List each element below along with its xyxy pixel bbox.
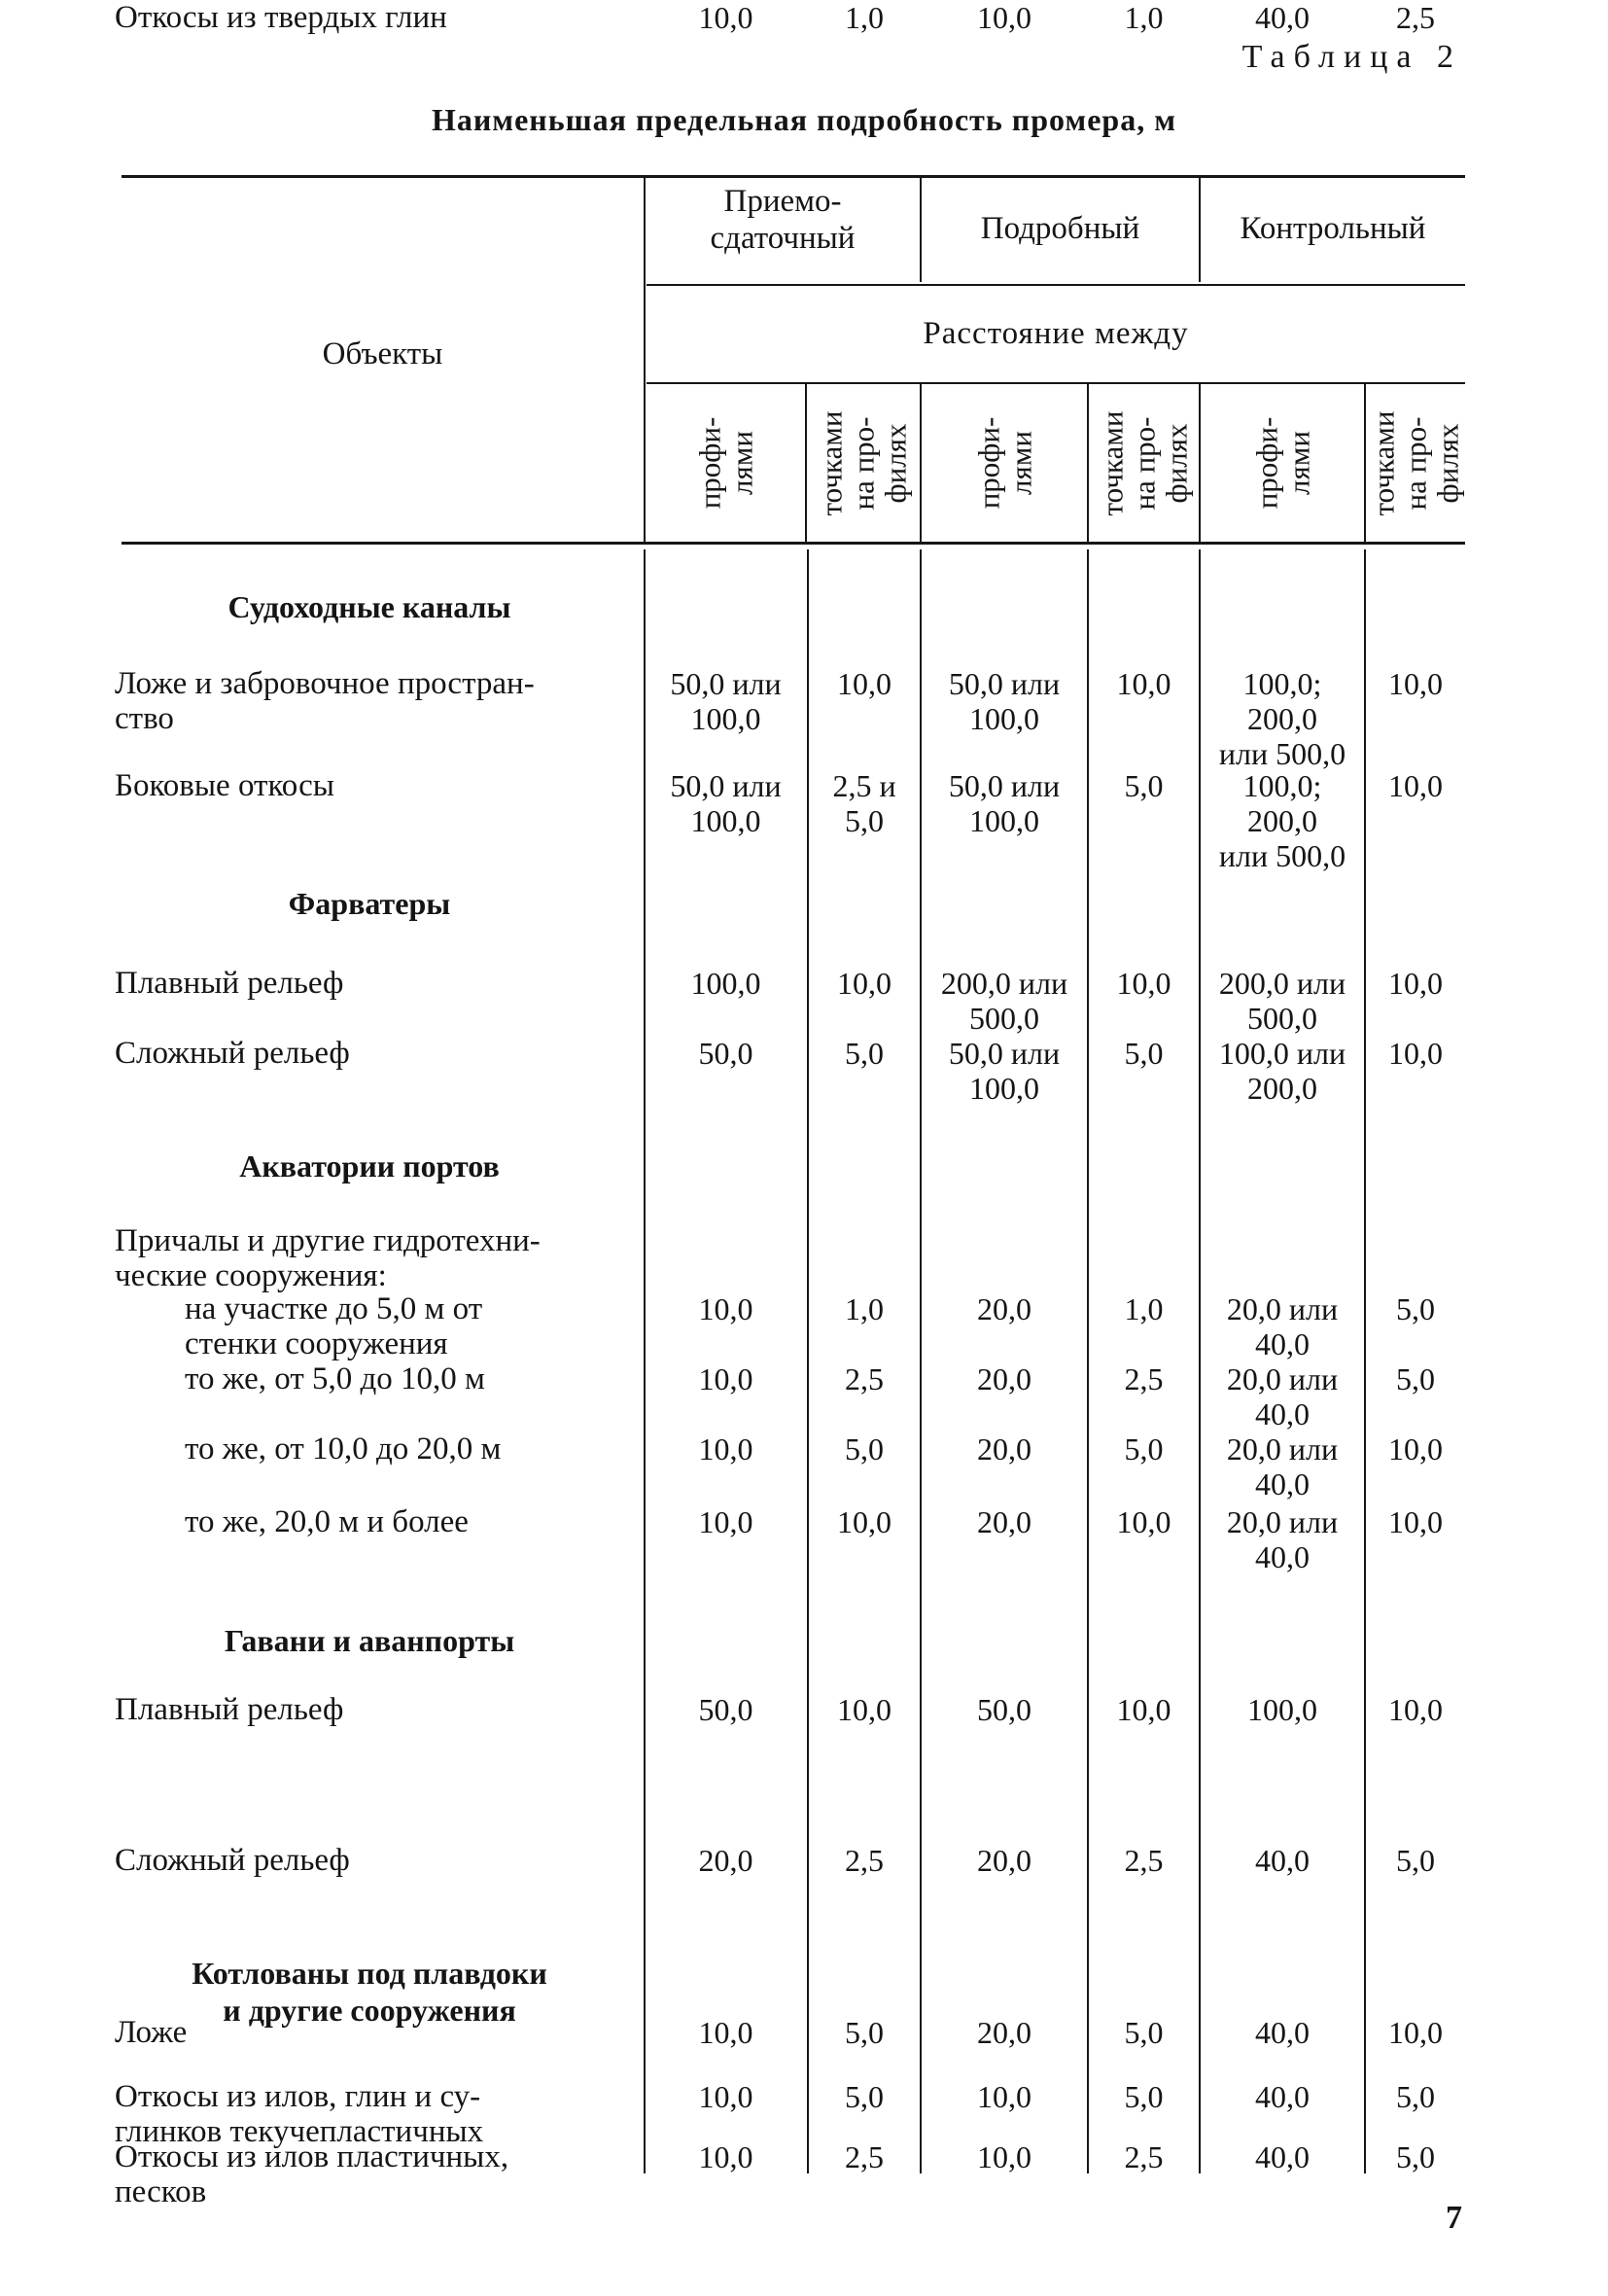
value-cell: 10,0 [837,1504,891,1539]
value-cell: 20,0 или 40,0 [1226,1361,1339,1431]
value-cell: 10,0 [837,666,891,701]
value-cell: 50,0 или 100,0 [670,768,782,838]
subheader-profiles: профи- лями [1249,416,1315,510]
value-cell: 50,0 [977,1692,1031,1727]
value-cell: 5,0 [1124,1431,1164,1466]
object-label: Сложный рельеф [115,1036,350,1071]
value-cell: 10,0 [1388,768,1443,803]
value-cell: 10,0 [698,1291,753,1326]
value-cell: 10,0 [1388,1504,1443,1539]
value-cell: 10,0 [1116,1504,1171,1539]
value-cell: 50,0 [698,1036,753,1071]
value-cell: 10,0 [698,1361,753,1396]
value-cell: 100,0; 200,0 или 500,0 [1218,666,1346,771]
object-label: Ложе [115,2015,188,2050]
value-cell: 10,0 [977,0,1031,35]
value-cell: 10,0 [1116,966,1171,1001]
object-label: Плавный рельеф [115,1692,344,1727]
value-cell: 5,0 [845,2015,884,2050]
object-label: Боковые откосы [115,768,334,803]
value-cell: 5,0 [845,1036,884,1071]
value-cell: 2,5 [845,2139,884,2174]
object-label: Сложный рельеф [115,1843,350,1878]
value-cell: 20,0 [977,2015,1031,2050]
value-cell: 50,0 [698,1692,753,1727]
value-cell: 20,0 или 40,0 [1226,1504,1339,1574]
value-cell: 2,5 [1396,0,1435,35]
group-header-detailed: Подробный [980,211,1140,246]
group-header-acceptance: Приемо- сдаточный [710,184,856,256]
value-cell: 50,0 или 100,0 [948,768,1061,838]
value-cell: 1,0 [845,1291,884,1326]
value-cell: 40,0 [1255,2139,1310,2174]
value-cell: 10,0 [698,1431,753,1466]
value-cell: 20,0 или 40,0 [1226,1291,1339,1361]
value-cell: 40,0 [1255,2015,1310,2050]
value-cell: 100,0 или 200,0 [1218,1036,1346,1106]
section-heading: Фарватеры [288,886,451,921]
value-cell: 100,0 [1247,1692,1317,1727]
value-cell: 2,5 [845,1361,884,1396]
subheader-points: точками на про- филях [814,410,913,515]
value-cell: 10,0 [977,2139,1031,2174]
value-cell: 10,0 [698,1504,753,1539]
object-label: Ложе и забровочное простран- ство [115,666,535,736]
object-label: то же, от 5,0 до 10,0 м [185,1361,485,1396]
value-cell: 10,0 [1116,1692,1171,1727]
value-cell: 40,0 [1255,1843,1310,1878]
value-cell: 1,0 [1124,1291,1164,1326]
value-cell: 5,0 [1396,1361,1435,1396]
value-cell: 20,0 или 40,0 [1226,1431,1339,1501]
value-cell: 10,0 [1388,966,1443,1001]
value-cell: 50,0 или 100,0 [948,1036,1061,1106]
group-header-control: Контрольный [1240,211,1426,246]
object-label: Откосы из твердых глин [115,0,447,35]
value-cell: 10,0 [698,2015,753,2050]
object-label: то же, от 10,0 до 20,0 м [185,1431,502,1466]
objects-header: Объекты [322,336,443,371]
section-heading: Судоходные каналы [227,589,511,624]
value-cell: 2,5 и 5,0 [832,768,896,838]
value-cell: 2,5 [1124,1361,1164,1396]
value-cell: 200,0 или 500,0 [940,966,1068,1036]
object-label: Плавный рельеф [115,966,344,1001]
value-cell: 2,5 [845,1843,884,1878]
value-cell: 10,0 [1388,1431,1443,1466]
value-cell: 40,0 [1255,2079,1310,2114]
subheader-profiles: профи- лями [971,416,1037,510]
value-cell: 10,0 [698,0,753,35]
value-cell: 5,0 [1396,2079,1435,2114]
value-cell: 10,0 [1116,666,1171,701]
value-cell: 5,0 [1124,2079,1164,2114]
distance-between-header: Расстояние между [923,316,1189,351]
section-heading: Котлованы под плавдоки и другие сооружения [192,1956,547,2028]
value-cell: 5,0 [1396,1843,1435,1878]
value-cell: 200,0 или 500,0 [1218,966,1346,1036]
value-cell: 2,5 [1124,1843,1164,1878]
value-cell: 5,0 [845,2079,884,2114]
subheader-points: точками на про- филях [1095,410,1193,515]
section-heading: Гавани и аванпорты [224,1623,515,1658]
value-cell: 10,0 [837,966,891,1001]
value-cell: 20,0 [977,1431,1031,1466]
value-cell: 20,0 [977,1843,1031,1878]
table-title: Наименьшая предельная подробность промера, м [431,102,1177,137]
subheader-points: точками на про- филях [1366,410,1465,515]
value-cell: 20,0 [977,1504,1031,1539]
object-label: то же, 20,0 м и более [185,1504,469,1539]
value-cell: 20,0 [977,1291,1031,1326]
value-cell: 10,0 [1388,1036,1443,1071]
value-cell: 20,0 [698,1843,753,1878]
value-cell: 100,0 [690,966,761,1001]
value-cell: 5,0 [845,1431,884,1466]
page-number: 7 [1446,2200,1462,2236]
table-number: Таблица 2 [1241,39,1462,75]
object-label: на участке до 5,0 м от стенки сооружения [185,1291,483,1361]
object-label: Откосы из илов пластичных, песков [115,2139,509,2209]
value-cell: 10,0 [1388,666,1443,701]
value-cell: 40,0 [1255,0,1310,35]
value-cell: 5,0 [1396,1291,1435,1326]
value-cell: 10,0 [1388,2015,1443,2050]
value-cell: 1,0 [845,0,884,35]
value-cell: 5,0 [1124,2015,1164,2050]
value-cell: 2,5 [1124,2139,1164,2174]
value-cell: 5,0 [1124,768,1164,803]
value-cell: 20,0 [977,1361,1031,1396]
value-cell: 10,0 [837,1692,891,1727]
value-cell: 5,0 [1396,2139,1435,2174]
value-cell: 50,0 или 100,0 [948,666,1061,736]
value-cell: 10,0 [1388,1692,1443,1727]
value-cell: 100,0; 200,0 или 500,0 [1218,768,1346,873]
value-cell: 1,0 [1124,0,1164,35]
value-cell: 50,0 или 100,0 [670,666,782,736]
section-heading: Акватории портов [239,1148,500,1183]
object-label: Откосы из илов, глин и су- глинков текучепластичных [115,2079,484,2149]
object-label: Причалы и другие гидротехни- ческие сооружения: [115,1223,541,1293]
value-cell: 10,0 [698,2079,753,2114]
value-cell: 5,0 [1124,1036,1164,1071]
value-cell: 10,0 [977,2079,1031,2114]
subheader-profiles: профи- лями [692,416,758,510]
value-cell: 10,0 [698,2139,753,2174]
